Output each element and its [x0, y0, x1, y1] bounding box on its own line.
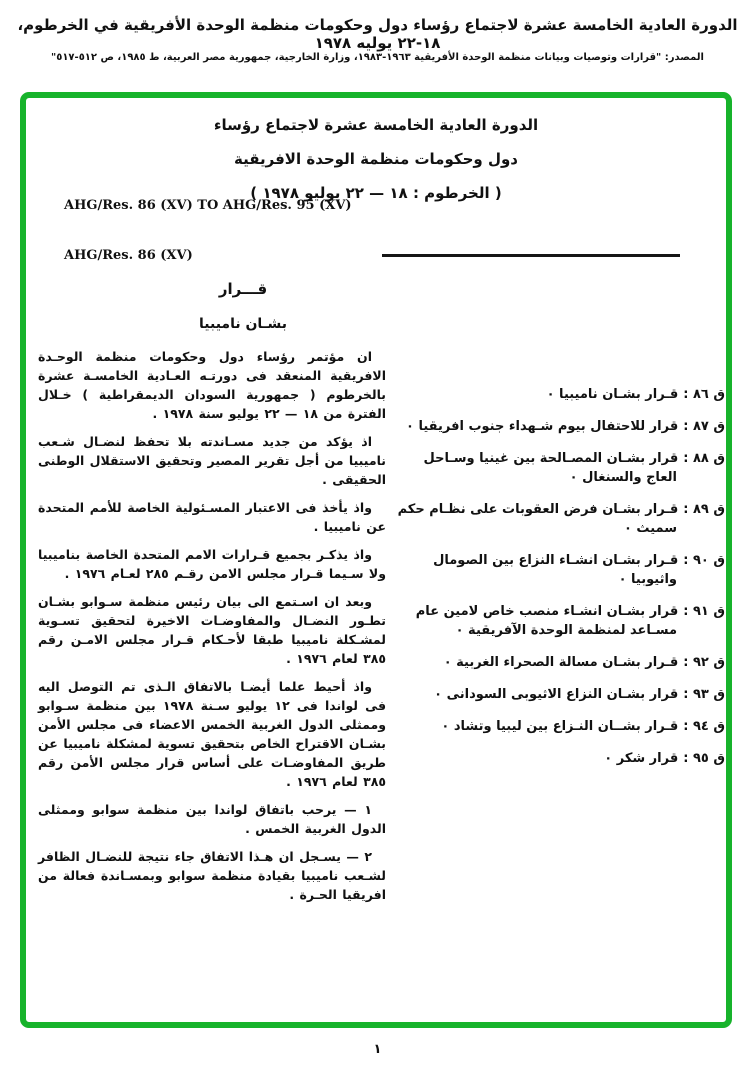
resolution-item [391, 717, 725, 736]
resolution-item [391, 500, 725, 538]
body-paragraph: وبعد ان اسـتمع الى بيان رئيس منظمة سـوابو بشـان تطـور النضـال والمفاوضـات الاخيرة لتحقيق تسـوية لمشـكلة ناميبيا طبقا لأحـكام قـرار مجلس الامـن رقم ٣٨٥ لعام ١٩٧٦ . [38, 594, 386, 666]
resolution-text: قـرار بشـان مسالة الصحراء الغربية ٠ [443, 655, 679, 670]
resolution-text: قرار بشـان النزاع الاثيوبى السودانى ٠ [434, 687, 679, 702]
resolutions-list [391, 385, 725, 781]
resolution-number: ق ٩٣ : [683, 687, 725, 702]
divider-line [382, 254, 680, 257]
resolution-item [391, 417, 725, 436]
resolution-heading: قـــرار [218, 280, 268, 298]
resolution-subheading: بشـان ناميبيا [199, 316, 287, 332]
resolution-item [391, 749, 725, 768]
resolution-item [391, 602, 725, 640]
resolution-text: قرار للاحتفال بيوم شـهداء جنوب افريقيا ٠ [405, 419, 679, 434]
resolution-ref-range: AHG/Res. 86 (XV) TO AHG/Res. 95 (XV) [64, 198, 352, 213]
resolution-text: قرار شكر ٠ [604, 751, 679, 766]
source-header-line2: المصدر: "قرارات وتوصيات وبيانات منظمة الوحدة الأفريقية ١٩٦٣-١٩٨٣، وزارة الخارجية، جمهورية مصر العربية، ط ١٩٨٥، ص ٥١٢-٥١٧" [51, 52, 704, 63]
resolution-item [391, 385, 725, 404]
resolution-item [391, 653, 725, 672]
resolution-number: ق ٩٢ : [683, 655, 725, 670]
resolution-text: قـرار بشـان انشـاء النزاع بين الصومال واثيوبيا ٠ [433, 553, 679, 587]
doc-title-line3: ( الخرطوم : ١٨ — ٢٢ يوليو ١٩٧٨ ) [250, 184, 502, 202]
resolution-number: ق ٩٠ : [683, 553, 725, 568]
body-paragraph: اذ يؤكد من جديد مسـاندته بلا تحفظ لنضـال شـعب ناميبيا من أجل تقرير المصير وتحقيق الاستقلال الوطنى الحقيقى . [37, 434, 386, 487]
resolution-number: ق ٨٧ : [683, 419, 725, 434]
document-frame [20, 92, 732, 1028]
resolution-item [391, 551, 725, 589]
source-header-line1: الدورة العادية الخامسة عشرة لاجتماع رؤساء دول وحكومات منظمة الوحدة الأفريقية في الخرطوم، ١٨-٢٢ يوليه ١٩٧٨ [17, 16, 738, 52]
resolution-number: ق ٩٥ : [683, 751, 725, 766]
resolution-text: قـرار بشــان النـزاع بين ليبيا وتشاد ٠ [441, 719, 679, 734]
resolution-text: قرار بشـان المصـالحة بين غينيا وسـاحل العاج والسنغال ٠ [423, 451, 679, 485]
resolution-text: قـرار بشـان ناميبيا ٠ [546, 387, 679, 402]
doc-title-line1: الدورة العادية الخامسة عشرة لاجتماع رؤساء [213, 116, 539, 134]
resolution-text: قرار بشـان انشـاء منصب خاص لامين عام مسـاعد لمنظمة الوحدة الآفريقية ٠ [415, 604, 679, 638]
resolution-number: ق ٨٦ : [683, 387, 725, 402]
doc-title-line2: دول وحكومات منظمة الوحدة الافريقية [234, 150, 518, 168]
body-paragraph: ١ — يرحب باتفاق لواندا بين منظمة سوابو وممثلى الدول الغربية الخمس . [38, 802, 386, 836]
body-paragraph: واذ يأخذ فى الاعتبار المسـئولية الخاصة للأمم المتحدة عن ناميبيا . [38, 500, 386, 534]
body-paragraph: واذ أحيط علما أيضـا بالاتفاق الـذى تم التوصل اليه فى لواندا فى ١٢ يوليو سـنة ١٩٧٨ بين منظمة سـوابو وممثلى الدول الغربية الخمس الاعضاء فى مجلس الأمن بشـان الاقتراح الخاص بتحقيق تسوية لمشكلة ناميبيا عن طريق المفاوضـات على أساس قرار مجلس الأمن رقم ٣٨٥ لعام ١٩٧٦ . [38, 679, 387, 789]
resolution-number: ق ٨٩ : [683, 502, 725, 517]
resolution-number: ق ٩١ : [683, 604, 725, 619]
body-paragraph: ٢ — يسـجل ان هـذا الاتفاق جاء نتيجة للنضـال الظافر لشـعب ناميبيا بقيادة منظمة سوابو وبمسـاندة فعالة من افريقيا الحـرة . [38, 849, 386, 902]
document-title [26, 108, 726, 210]
page-number: ١ [373, 1042, 382, 1057]
body-paragraph: ان مؤتمر رؤساء دول وحكومات منظمة الوحـدة الافريقية المنعقد فى دورتـه العـادية الخامسـة عشرة بالخرطوم ( جمهورية السودان الديمقراطية ) خـلال الفترة من ١٨ — ٢٢ يوليو سنة ١٩٧٨ . [38, 349, 386, 421]
resolution-body [38, 347, 386, 913]
resolution-item [391, 685, 725, 704]
resolution-number: ق ٩٤ : [683, 719, 725, 734]
resolution-item [391, 449, 725, 487]
resolution-number: ق ٨٨ : [683, 451, 725, 466]
resolution-ref-current: AHG/Res. 86 (XV) [64, 248, 193, 263]
resolution-text: قـرار بشـان فرض العقوبات على نظـام حكم سميث ٠ [397, 502, 679, 536]
body-paragraph: واذ يذكـر بجميع قـرارات الامم المتحدة الخاصة بناميبيا ولا سـيما قـرار مجلس الامن رقـم ٢٨٥ لعـام ١٩٧٦ . [38, 547, 386, 581]
